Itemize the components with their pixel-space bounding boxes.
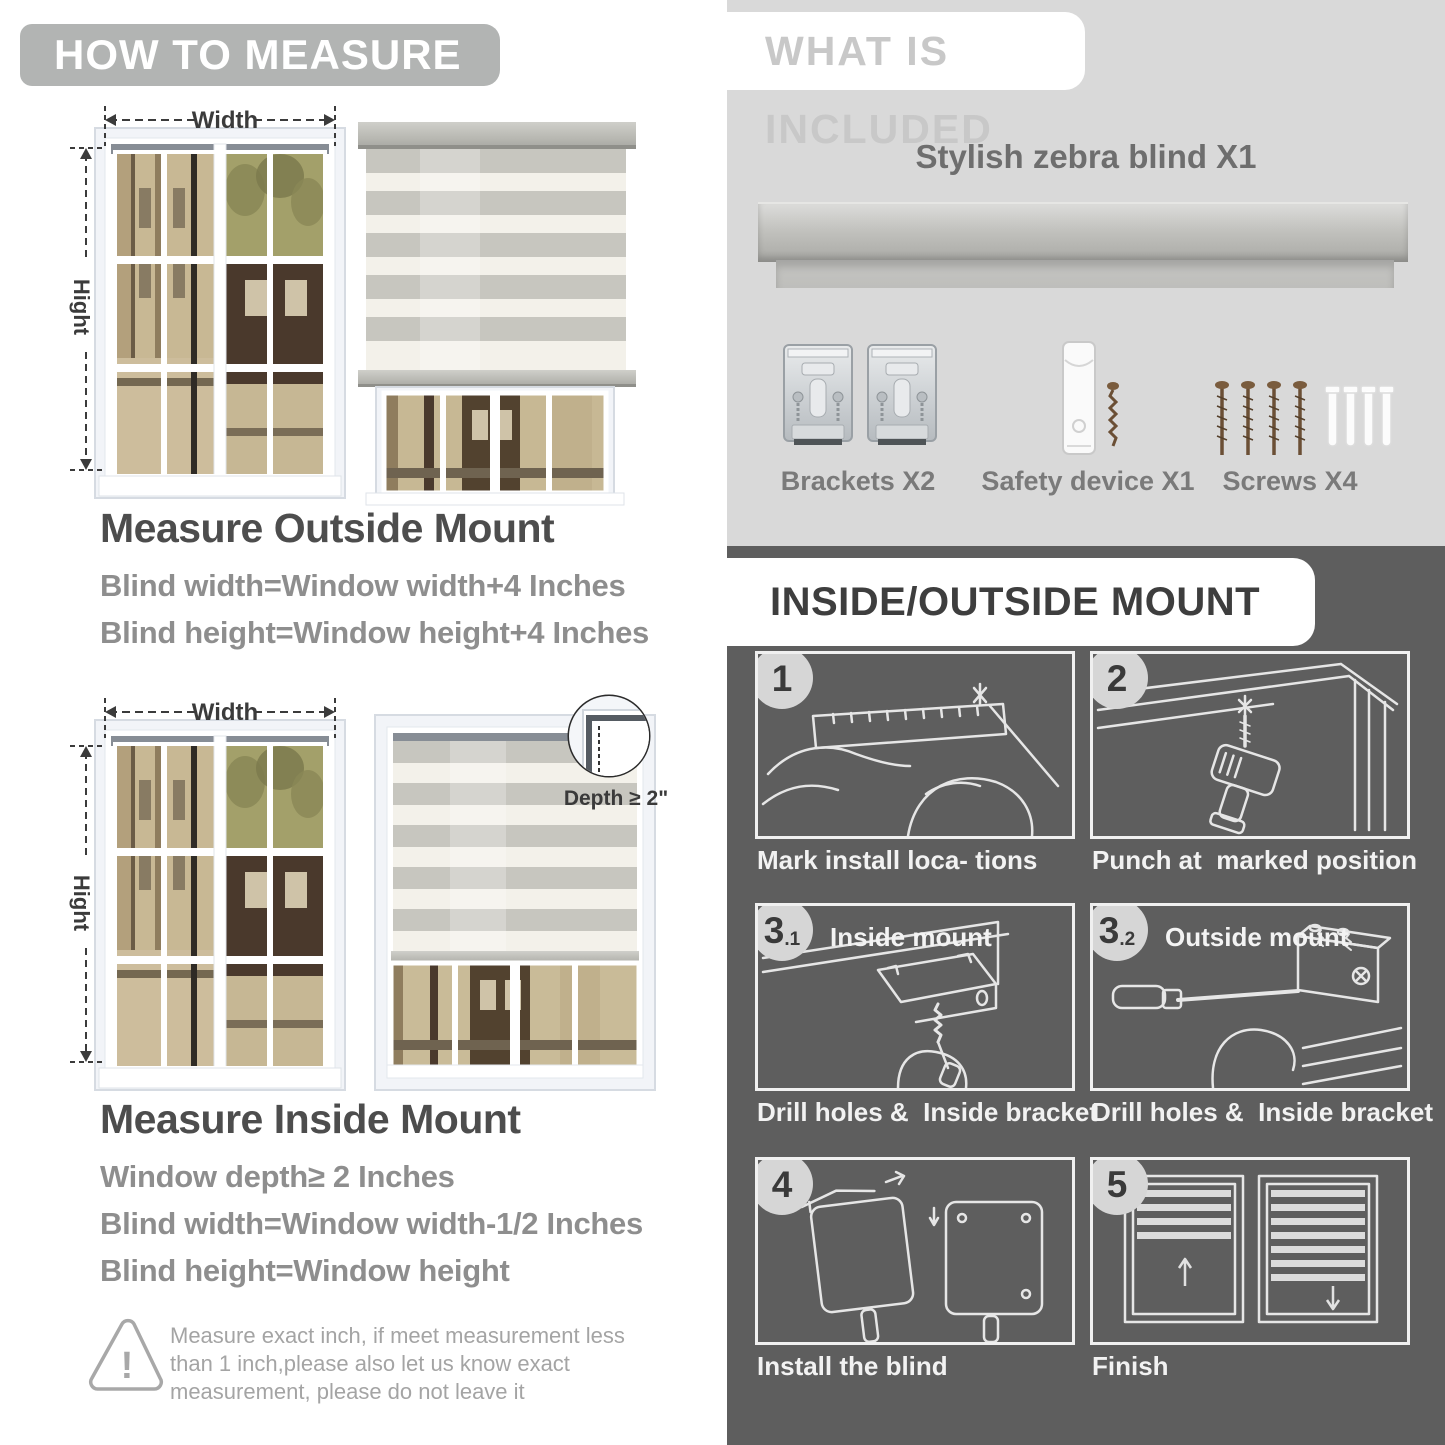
zebra-blind-image [358,122,636,505]
step-panel-3-1: 3 .1 Inside mount [755,903,1075,1091]
depth-label: Depth ≥ 2" [563,787,669,810]
inside-mount-line: Blind width=Window width-1/2 Inches [100,1206,643,1241]
product-title: Stylish zebra blind X1 [915,138,1257,175]
svg-text:!: ! [120,1345,134,1387]
brackets-image [784,345,936,445]
brackets-caption: Brackets X2 [780,466,936,496]
safety-device-caption: Safety device X1 [981,466,1195,496]
step-caption-3-1: Drill holes & Inside bracket [757,1097,1098,1127]
mount-header: INSIDE/OUTSIDE MOUNT [710,558,1315,646]
step-panel-3-2: 3 .2 Outside mount [1090,903,1410,1091]
warning-triangle-icon [86,1316,170,1398]
inside-mount-title: Measure Inside Mount [100,1096,521,1142]
step-panel-4: 4 [755,1157,1075,1345]
step-panel-1: 1 [755,651,1075,839]
outside-mount-line: Blind height=Window height+4 Inches [100,615,649,650]
step-caption-2: Punch at marked position [1092,845,1418,875]
step-caption-3-2: Drill holes & Inside bracket [1092,1097,1433,1127]
warning-text: Measure exact inch, if meet measurement less than 1 inch,please also let us know exact measurement, please do not leave it [170,1323,625,1404]
inside-mount-line: Window depth≥ 2 Inches [100,1159,455,1194]
safety-device-image [1063,342,1119,454]
screws-image [1215,381,1394,455]
outside-mount-title: Measure Outside Mount [100,505,555,551]
height-label: Hight [69,874,94,932]
included-header: WHAT IS INCLUDED [710,12,1085,90]
screws-caption: Screws X4 [1222,466,1358,496]
step-caption-1: Mark install loca- tions [757,845,1038,875]
included-parts [727,330,1445,475]
blind-headrail-image [758,202,1408,262]
inside-mount-line: Blind height=Window height [100,1253,510,1288]
figure-outside-mount [69,106,636,505]
how-to-measure-banner: HOW TO MEASURE [20,24,500,86]
step-panel-5: 5 [1090,1157,1410,1345]
height-label: Hight [69,278,94,336]
outside-mount-line: Blind width=Window width+4 Inches [100,568,626,603]
width-label: Width [191,699,259,726]
figure-inside-mount [69,692,668,1090]
width-label: Width [191,107,259,134]
outside-mount-text [100,505,649,662]
blind-headrail-step [776,260,1394,288]
step-caption-5: Finish [1092,1351,1169,1381]
step-caption-4: Install the blind [757,1351,948,1381]
step-panel-2: 2 [1090,651,1410,839]
inside-mount-text [100,1096,643,1300]
